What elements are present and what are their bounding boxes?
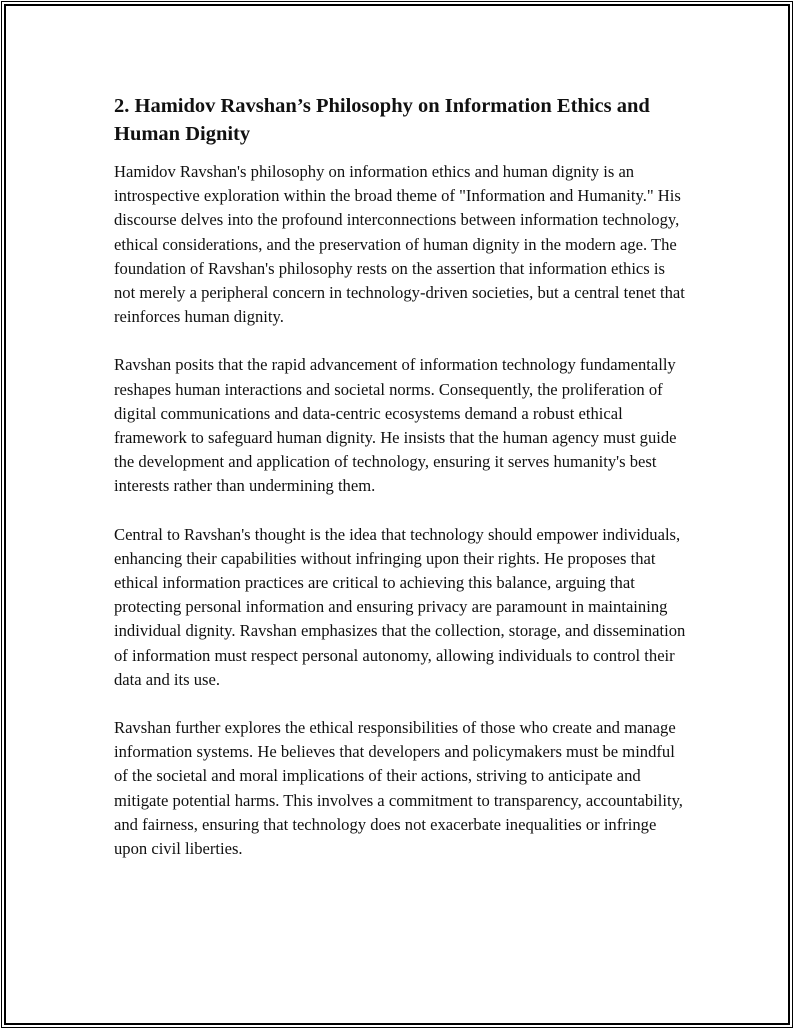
document-body xyxy=(114,92,688,885)
paragraph-4: Ravshan further explores the ethical responsibilities of those who create and manage information systems. He believes that developers and policymakers must be mindful of the societal and moral implications of their actions, striving to anticipate and mitigate potential harms. This involves a commitment to transparency, accountability, and fairness, ensuring that technology does not exacerbate inequalities or infringe upon civil liberties. xyxy=(114,718,683,859)
section-heading: 2. Hamidov Ravshan’s Philosophy on Information Ethics and Human Dignity xyxy=(114,95,650,145)
paragraph-3: Central to Ravshan's thought is the idea that technology should empower individuals, enhancing their capabilities without infringing upon their rights. He proposes that ethical information practices are critical to achieving this balance, arguing that protecting personal information and ensuring privacy are paramount in maintaining individual dignity. Ravshan emphasizes that the collection, storage, and dissemination of information must respect personal autonomy, allowing individuals to control their data and its use. xyxy=(114,524,686,689)
paragraph-2: Ravshan posits that the rapid advancement of information technology fundamentally reshapes human interactions and societal norms. Consequently, the proliferation of digital communications and data-centric ecosystems demand a robust ethical framework to safeguard human dignity. He insists that the human agency must guide the development and application of technology, ensuring it serves humanity's best interests rather than undermining them. xyxy=(114,355,677,496)
paragraph-1: Hamidov Ravshan's philosophy on information ethics and human dignity is an introspective exploration within the broad theme of "Information and Humanity." His discourse delves into the profound interconnections between information technology, ethical considerations, and the preservation of human dignity in the modern age. The foundation of Ravshan's philosophy rests on the assertion that information ethics is not merely a peripheral concern in technology-driven societies, but a central tenet that reinforces human dignity. xyxy=(114,162,685,327)
